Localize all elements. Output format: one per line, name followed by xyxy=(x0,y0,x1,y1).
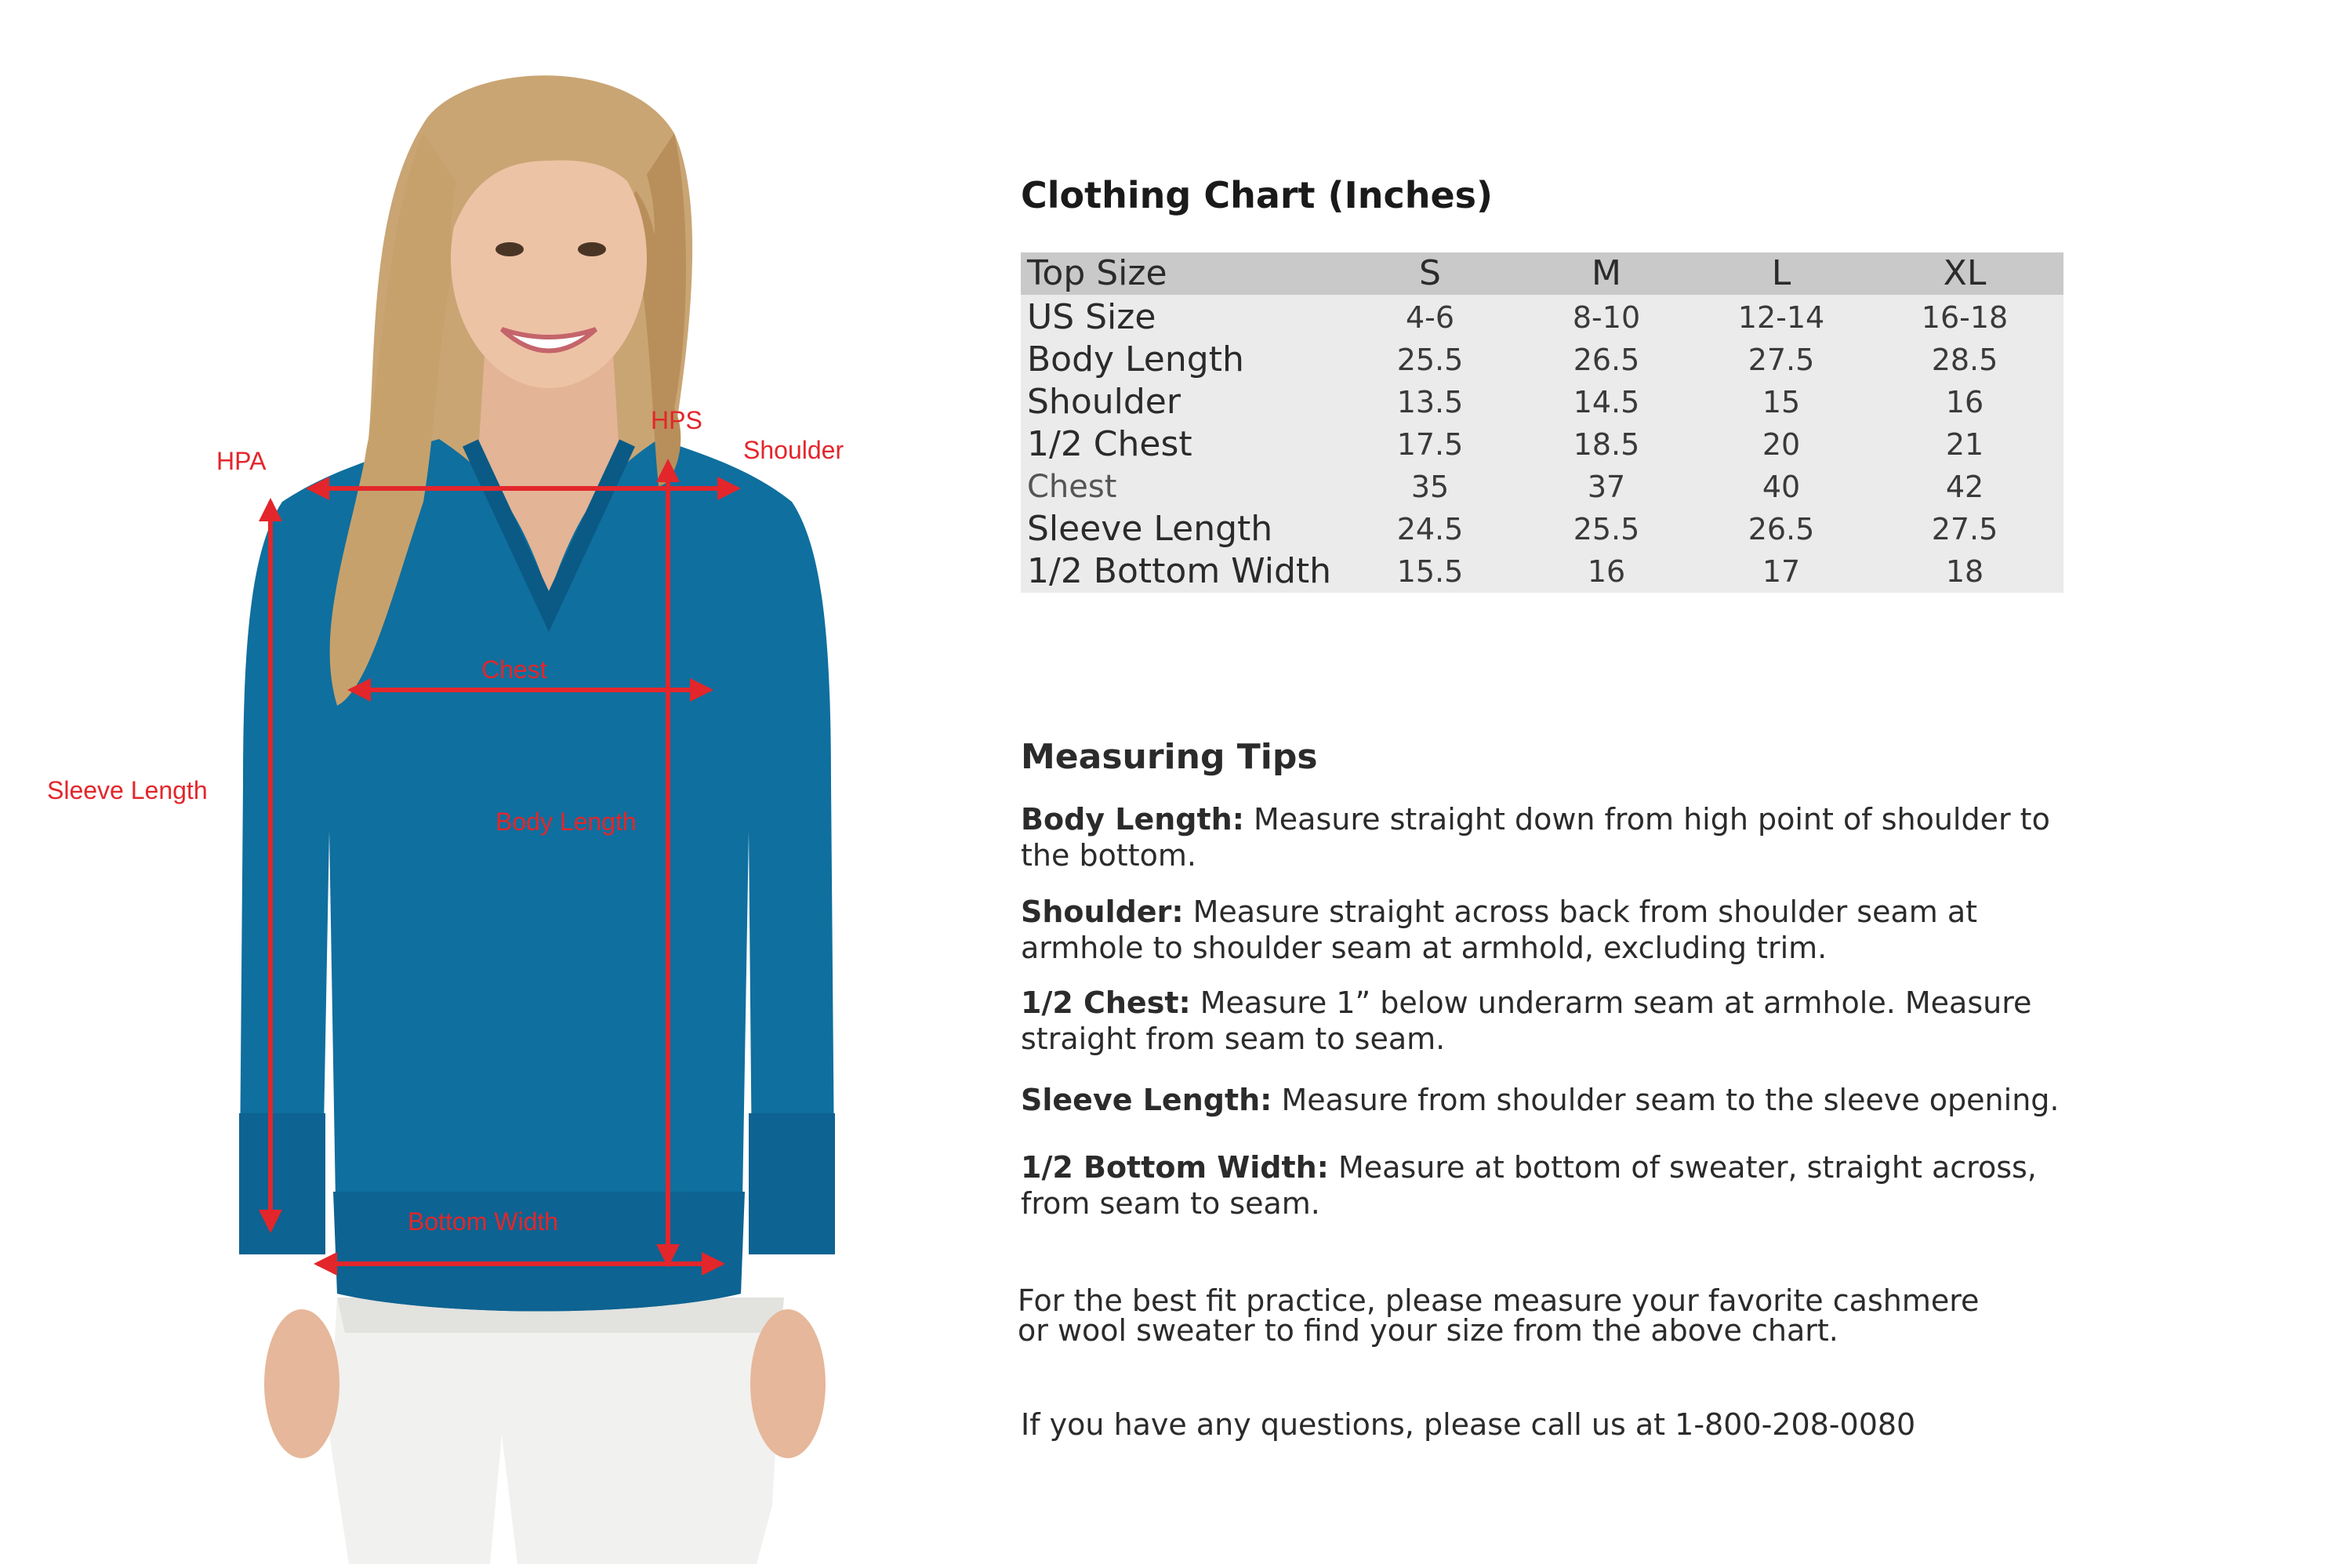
table-cell: 40 xyxy=(1762,470,1801,504)
size-header-xl: XL xyxy=(1943,253,1987,293)
table-cell: 27.5 xyxy=(1931,512,1998,546)
table-cell: 14.5 xyxy=(1573,385,1640,419)
tip-sleeve-length xyxy=(1021,1082,2063,1118)
tip-text: Measure straight across back from shoulder seam at armhole to shoulder seam at armhold, excluding trim. xyxy=(1021,895,1978,965)
clothing-chart-title: Clothing Chart (Inches) xyxy=(1021,174,1494,216)
hps-label: HPS xyxy=(651,406,702,434)
table-row xyxy=(1021,550,2063,593)
top-size-header: Top Size xyxy=(1027,253,1167,293)
contact-note: If you have any questions, please call us at 1-800-208-0080 xyxy=(1021,1407,1916,1442)
row-label: 1/2 Chest xyxy=(1027,424,1192,464)
table-cell: 16 xyxy=(1587,554,1626,589)
tip-term: Body Length: xyxy=(1021,802,1244,837)
sleeve-length-label: Sleeve Length xyxy=(47,776,208,804)
table-row xyxy=(1021,339,2063,381)
table-cell: 35 xyxy=(1410,470,1450,504)
fit-practice-note: For the best fit practice, please measure your favorite cashmere or wool sweater to find your size from the above chart. xyxy=(1018,1283,1980,1348)
table-cell: 25.5 xyxy=(1396,343,1464,377)
bottom-width-label: Bottom Width xyxy=(408,1207,559,1236)
table-cell: 15.5 xyxy=(1396,554,1464,589)
table-cell: 16 xyxy=(1945,385,1984,419)
table-row xyxy=(1021,295,2063,339)
table-cell: 13.5 xyxy=(1396,385,1464,419)
row-label: Chest xyxy=(1027,469,1117,505)
right-cuff xyxy=(749,1113,835,1254)
table-cell: 17 xyxy=(1762,554,1801,589)
left-cuff xyxy=(239,1113,325,1254)
left-hand xyxy=(264,1309,339,1458)
table-cell: 8-10 xyxy=(1572,300,1641,335)
table-cell: 17.5 xyxy=(1396,427,1464,462)
row-label: Sleeve Length xyxy=(1027,509,1273,549)
table-cell: 25.5 xyxy=(1573,512,1640,546)
size-chart-table xyxy=(1021,252,2063,593)
table-row xyxy=(1021,466,2063,508)
tip-text: Measure from shoulder seam to the sleeve opening. xyxy=(1272,1083,2060,1117)
table-cell: 28.5 xyxy=(1931,343,1998,377)
tip-text: Measure 1” below underarm seam at armhole. Measure straight from seam to seam. xyxy=(1021,985,2032,1056)
row-label: Shoulder xyxy=(1027,382,1181,422)
table-cell: 16-18 xyxy=(1921,300,2009,335)
table-cell: 15 xyxy=(1762,385,1801,419)
measuring-tips-title: Measuring Tips xyxy=(1021,737,1318,777)
tip-shoulder xyxy=(1021,894,2063,966)
chest-label: Chest xyxy=(481,655,547,684)
table-cell: 27.5 xyxy=(1748,343,1815,377)
table-row xyxy=(1021,508,2063,550)
table-cell: 26.5 xyxy=(1748,512,1815,546)
table-cell: 21 xyxy=(1945,427,1984,462)
shoulder-label: Shoulder xyxy=(743,436,844,464)
hpa-label: HPA xyxy=(216,447,267,475)
white-pants xyxy=(329,1298,784,1564)
tip-term: Shoulder: xyxy=(1021,895,1184,929)
tip-text: Measure at bottom of sweater, straight across, from seam to seam. xyxy=(1021,1150,2037,1221)
row-label: Body Length xyxy=(1027,339,1244,379)
tip-half-chest xyxy=(1021,985,2063,1057)
row-label: 1/2 Bottom Width xyxy=(1027,551,1332,591)
size-header-row xyxy=(1021,252,2063,295)
table-row xyxy=(1021,423,2063,466)
right-hand xyxy=(750,1309,826,1458)
table-cell: 26.5 xyxy=(1573,343,1640,377)
body-length-label: Body Length xyxy=(495,808,637,836)
table-row xyxy=(1021,381,2063,423)
tip-body-length xyxy=(1021,801,2063,873)
tip-term: 1/2 Chest: xyxy=(1021,985,1191,1020)
table-cell: 24.5 xyxy=(1396,512,1464,546)
model-measurement-illustration xyxy=(0,0,941,1568)
table-cell: 37 xyxy=(1587,470,1626,504)
size-header-s: S xyxy=(1419,253,1441,293)
row-label: US Size xyxy=(1027,297,1156,337)
table-cell: 18 xyxy=(1945,554,1984,589)
tip-term: Sleeve Length: xyxy=(1021,1083,1272,1117)
tip-term: 1/2 Bottom Width: xyxy=(1021,1150,1329,1185)
table-cell: 18.5 xyxy=(1573,427,1640,462)
table-cell: 4-6 xyxy=(1405,300,1455,335)
table-cell: 42 xyxy=(1945,470,1984,504)
size-header-m: M xyxy=(1592,253,1621,293)
table-cell: 20 xyxy=(1762,427,1801,462)
size-header-l: L xyxy=(1771,253,1791,293)
tip-half-bottom-width xyxy=(1021,1149,2063,1221)
left-eye xyxy=(495,242,524,256)
right-eye xyxy=(578,242,606,256)
tip-text: Measure straight down from high point of shoulder to the bottom. xyxy=(1021,802,2050,873)
table-cell: 12-14 xyxy=(1737,300,1825,335)
